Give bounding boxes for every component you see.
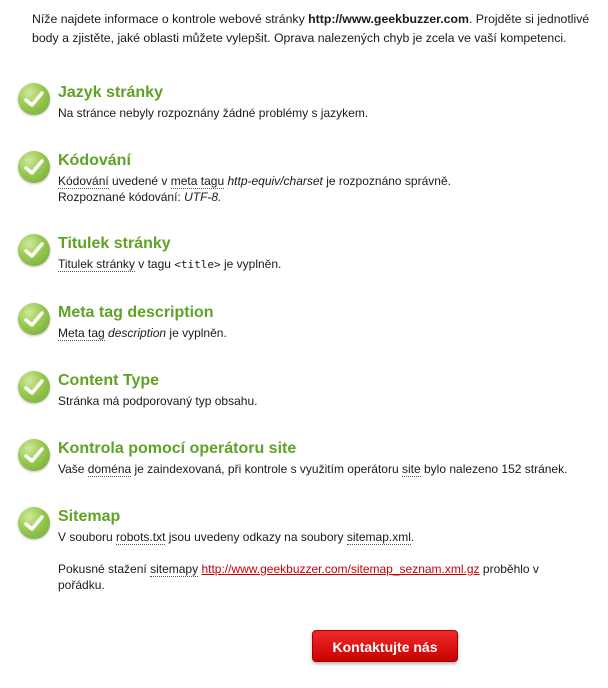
check-title: Meta tag description [58,304,214,321]
intro-text [32,10,598,48]
check-description: Na stránce nebyly rozpoznány žádné problémy s jazykem. [58,106,369,120]
check-title: Content Type [58,372,160,389]
glossary-term[interactable]: Meta tag [58,326,105,340]
check-icon [18,151,50,183]
sitemap-download-note [58,561,578,593]
check-title: Jazyk stránky [58,84,163,101]
text: description [108,326,167,340]
check-description [58,173,608,205]
text: Pokusné stažení [58,562,151,576]
check-icon [18,371,50,403]
check-description [58,325,608,341]
text: v tagu [134,257,175,271]
check-description [58,256,608,273]
text: bylo nalezeno 152 stránek. [420,462,568,476]
text: je rozpoznáno správně. [322,174,451,188]
glossary-term[interactable]: Titulek stránky [58,257,135,271]
text: proběhlo v pořádku. [58,562,539,592]
text: Vaše [58,462,88,476]
check-icon [18,439,50,471]
check-icon [18,83,50,115]
text: . [410,530,415,544]
glossary-term[interactable]: robots.txt [116,530,166,544]
intro-url: http://www.geekbuzzer.com [308,12,469,26]
glossary-term[interactable]: sitemapy [150,562,199,576]
contact-button[interactable]: Kontaktujte nás [312,630,458,662]
check-description: Stránka má podporovaný typ obsahu. [58,394,258,408]
text: Rozpoznané kódování: [58,190,185,204]
text: jsou uvedeny odkazy na soubory [165,530,347,544]
text: V souboru [58,530,117,544]
glossary-term[interactable]: meta tagu [170,174,225,188]
check-title: Sitemap [58,508,121,525]
code-tag: <title> [174,258,221,271]
check-description [58,529,608,545]
glossary-term[interactable]: site [401,462,421,476]
text: UTF-8. [184,190,222,204]
check-icon [18,507,50,539]
check-icon [18,234,50,266]
check-title: Titulek stránky [58,235,171,252]
check-icon [18,303,50,335]
text: je vyplněn. [220,257,282,271]
text: je zaindexovaná, při kontrole s využitím operátoru [131,462,402,476]
glossary-term[interactable]: doména [87,462,132,476]
text: je vyplněn. [166,326,227,340]
check-title: Kódování [58,152,131,169]
intro-after: . Projděte si jednotlivé body a zjistěte, jaké oblasti můžete vylepšit. Oprava nalezených chyb je zcela ve vaší kompetenci. [32,12,590,45]
sitemap-link[interactable]: http://www.geekbuzzer.com/sitemap_seznam.xml.gz [201,562,480,576]
glossary-term[interactable]: Kódování [58,174,109,188]
check-description [58,461,608,477]
text: http-equiv/charset [227,174,323,188]
check-title: Kontrola pomocí operátoru site [58,440,297,457]
glossary-term[interactable]: sitemap.xml [346,530,411,544]
text: uvedené v [108,174,171,188]
intro-before: Níže najdete informace o kontrole webové stránky [32,12,309,26]
